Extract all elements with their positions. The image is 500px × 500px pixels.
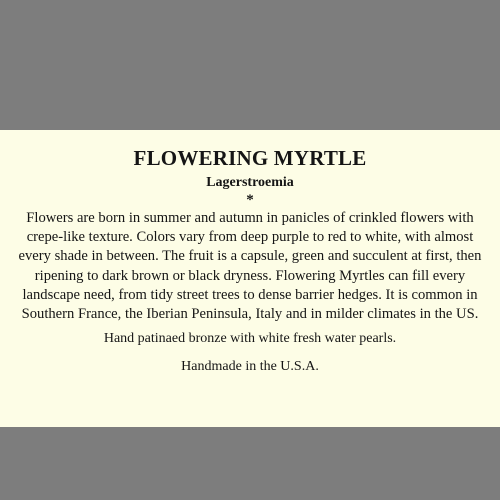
product-info-card [0,130,500,427]
description-line: landscape need, from tidy street trees to dense barrier hedges. It is common in [22,286,478,303]
description-line: every shade in between. The fruit is a capsule, green and succulent at first, then [18,248,482,265]
card-title: FLOWERING MYRTLE [133,146,367,170]
description-line: Flowers are born in summer and autumn in panicles of crinkled flowers with [26,210,474,226]
origin-note: Handmade in the U.S.A. [181,359,319,374]
description-line: crepe-like texture. Colors vary from deep purple to red to white, with almost [26,229,474,246]
description-line: Southern France, the Iberian Peninsula, Italy and in milder climates in the US. [21,306,479,323]
separator-asterisk: * [246,192,254,208]
material-note: Hand patinaed bronze with white fresh water pearls. [103,331,397,346]
card-subtitle: Lagerstroemia [206,175,294,190]
description-paragraph [8,209,492,324]
description-line: ripening to dark brown or black dryness. Flowering Myrtles can fill every [34,267,466,284]
